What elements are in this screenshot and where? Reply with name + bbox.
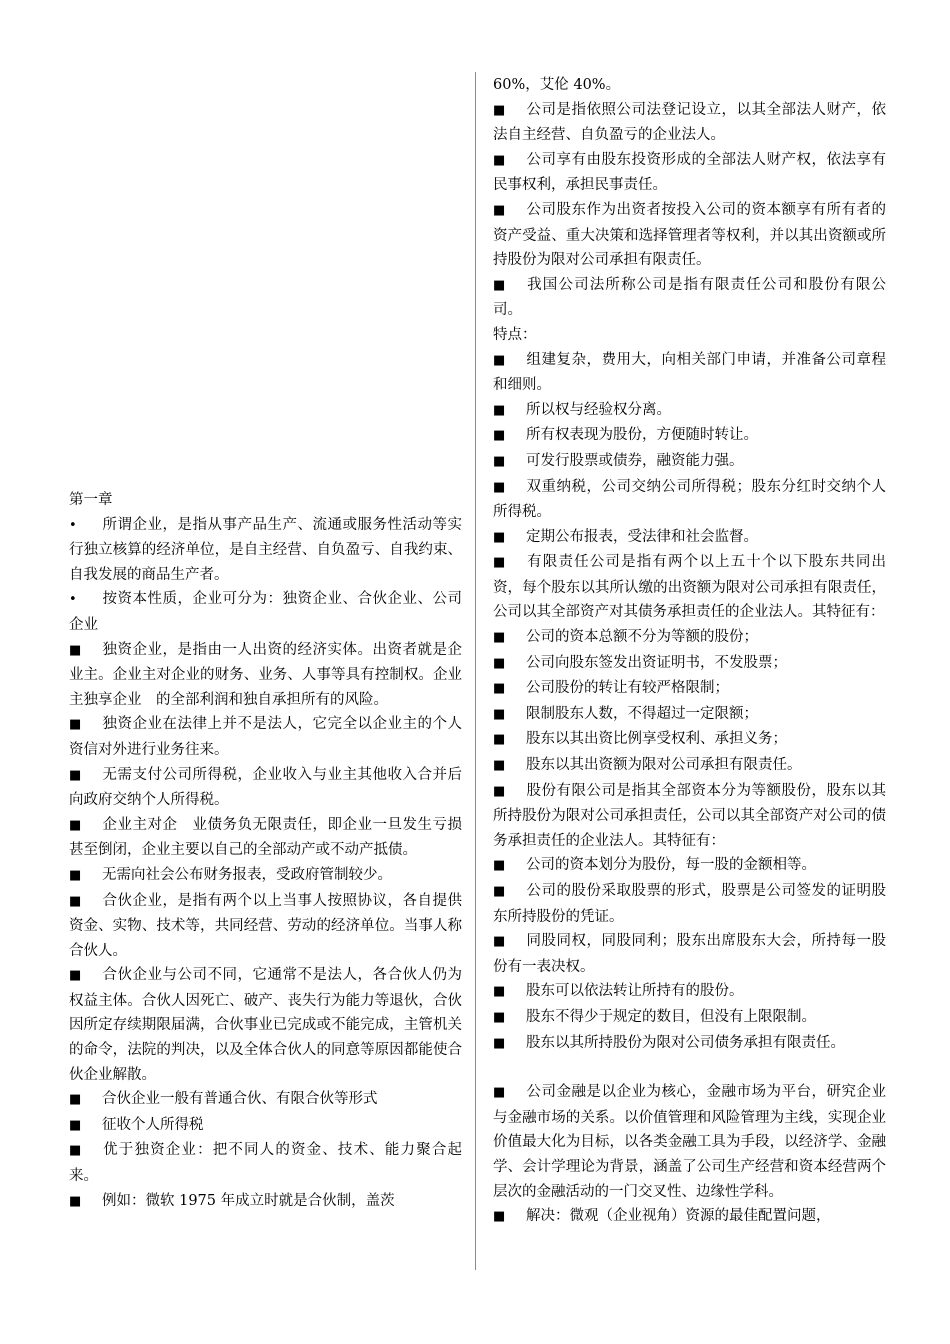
paragraph (493, 273, 886, 323)
square-bullet-icon: ■ (69, 817, 82, 833)
paragraph (493, 879, 886, 929)
square-bullet-icon: ■ (493, 884, 506, 899)
square-bullet-icon: ■ (493, 277, 506, 293)
square-bullet-icon: ■ (493, 655, 506, 671)
paragraph (493, 651, 886, 677)
paragraph (69, 1113, 462, 1139)
paragraph (493, 398, 886, 424)
square-bullet-icon: ■ (69, 893, 82, 909)
square-bullet-icon: ■ (493, 555, 506, 571)
paragraph (493, 475, 886, 525)
paragraph (493, 779, 886, 854)
paragraph-text: 所谓企业，是指从事产品生产、流通或服务性活动等实行独立核算的经济单位，是自主经营、自负盈亏、自我约束、自我发展的商品生产者。 (69, 516, 462, 583)
paragraph-text: 60%，艾伦 40%。 (493, 77, 621, 93)
paragraph (69, 763, 462, 813)
paragraph (69, 587, 462, 637)
square-bullet-icon: ■ (493, 202, 506, 218)
paragraph (69, 1087, 462, 1113)
paragraph-text: 特点： (493, 326, 537, 343)
paragraph-text: 公司股份的转让有较严格限制； (526, 680, 729, 697)
paragraph-text: 限制股东人数，不得超过一定限额； (526, 705, 758, 722)
paragraph-text: 股东以其出资比例享受权利、承担义务； (526, 731, 787, 748)
paragraph-text: 按资本性质，企业可分为：独资企业、合伙企业、公司企业 (69, 591, 462, 633)
paragraph-text: 公司向股东签发出资证明书，不发股票； (526, 654, 787, 671)
paragraph-text: 合伙企业，是指有两个以上当事人按照协议，各自提供资金、实物、技术等，共同经营、劳动的经济单位。当事人称合伙人。 (69, 892, 462, 959)
paragraph (69, 488, 462, 513)
square-bullet-icon: ■ (493, 1085, 506, 1101)
paragraph (493, 1031, 886, 1057)
paragraph (69, 1138, 462, 1188)
square-bullet-icon: ■ (69, 968, 82, 984)
bullet-dot-icon: • (69, 592, 77, 608)
paragraph (493, 727, 886, 753)
paragraph-text: 组建复杂，费用大，向相关部门申请，并准备公司章程和细则。 (493, 351, 886, 394)
blank-line (493, 1056, 886, 1080)
paragraph-text: 股份有限公司是指其全部资本分为等额股份，股东以其所持股份为限对公司承担责任，公司以其全部资产对公司的债务承担责任的企业法人。其特征有： (493, 782, 886, 849)
square-bullet-icon: ■ (493, 529, 506, 545)
square-bullet-icon: ■ (493, 706, 506, 722)
square-bullet-icon: ■ (493, 1035, 506, 1051)
square-bullet-icon: ■ (493, 1009, 506, 1025)
paragraph (493, 979, 886, 1005)
paragraph-text: 独资企业在法律上并不是法人，它完全以企业主的个人资信对外进行业务往来。 (69, 716, 462, 758)
paragraph-text: 公司享有由股东投资形成的全部法人财产权，依法享有民事权利，承担民事责任。 (493, 151, 886, 194)
paragraph (69, 1189, 462, 1215)
paragraph (493, 929, 886, 979)
paragraph (493, 423, 886, 449)
paragraph-text: 所有权表现为股份，方便随时转让。 (526, 427, 758, 444)
square-bullet-icon: ■ (69, 717, 82, 733)
square-bullet-icon: ■ (69, 767, 82, 783)
paragraph-text: 例如：微软 1975 年成立时就是合伙制，盖茨 (102, 1192, 395, 1209)
paragraph (493, 853, 886, 879)
square-bullet-icon: ■ (493, 732, 506, 748)
square-bullet-icon: ■ (69, 1193, 82, 1209)
square-bullet-icon: ■ (493, 681, 506, 697)
paragraph-text: 股东以其所持股份为限对公司债务承担有限责任。 (526, 1034, 845, 1051)
paragraph (493, 98, 886, 148)
paragraph (493, 73, 886, 98)
paragraph (493, 449, 886, 475)
paragraph (69, 513, 462, 588)
square-bullet-icon: ■ (493, 1209, 506, 1225)
paragraph (69, 963, 462, 1087)
paragraph-text: 可发行股票或债券，融资能力强。 (526, 452, 744, 469)
paragraph-text: 股东不得少于规定的数目，但没有上限限制。 (526, 1008, 816, 1025)
square-bullet-icon: ■ (493, 783, 506, 799)
square-bullet-icon: ■ (493, 479, 506, 495)
paragraph-text: 同股同权，同股同利；股东出席股东大会，所持每一股份有一表决权。 (493, 933, 886, 975)
paragraph (69, 863, 462, 889)
square-bullet-icon: ■ (493, 630, 506, 646)
paragraph-text: 公司的股份采取股票的形式，股票是公司签发的证明股东所持股份的凭证。 (493, 883, 886, 925)
square-bullet-icon: ■ (493, 152, 506, 168)
square-bullet-icon: ■ (69, 1117, 82, 1133)
paragraph-text: 定期公布报表，受法律和社会监督。 (526, 528, 758, 545)
paragraph (493, 148, 886, 198)
paragraph-text: 公司的资本划分为股份，每一股的金额相等。 (526, 857, 816, 874)
paragraph-text: 第一章 (69, 492, 113, 508)
paragraph-text: 无需支付公司所得税，企业收入与业主其他收入合并后向政府交纳个人所得税。 (69, 766, 462, 809)
square-bullet-icon: ■ (493, 984, 506, 1000)
paragraph (493, 676, 886, 702)
column-divider (475, 72, 476, 1270)
paragraph-text: 合伙企业与公司不同，它通常不是法人，各合伙人仍为权益主体。合伙人因死亡、破产、丧失行为能力等退伙，合伙因所定存续期限届满，合伙事业已完成或不能完成，主管机关的命令，法院的判决，以及全体合伙人的同意等原因都能使合伙企业解散。 (69, 967, 462, 1083)
right-column (493, 73, 886, 1230)
paragraph-text: 双重纳税，公司交纳公司所得税；股东分红时交纳个人所得税。 (493, 478, 886, 521)
square-bullet-icon: ■ (493, 858, 506, 874)
paragraph (493, 550, 886, 625)
paragraph-text: 独资企业，是指由一人出资的经济实体。出资者就是企业主。企业主对企业的财务、业务、人事等具有控制权。企业主独享企业 的全部利润和独自承担所有的风险。 (69, 641, 462, 708)
paragraph (493, 348, 886, 398)
square-bullet-icon: ■ (69, 642, 82, 658)
square-bullet-icon: ■ (69, 1092, 82, 1108)
paragraph-text: 公司是指依照公司法登记设立，以其全部法人财产，依法自主经营、自负盈亏的企业法人。 (493, 101, 886, 144)
left-column (69, 488, 462, 1214)
paragraph (493, 1005, 886, 1031)
paragraph-text: 股东可以依法转让所持有的股份。 (526, 983, 744, 1000)
paragraph (493, 753, 886, 779)
paragraph-text: 征收个人所得税 (102, 1116, 204, 1133)
paragraph (493, 1204, 886, 1230)
paragraph-text: 企业主对企 业债务负无限责任，即企业一旦发生亏损甚至倒闭，企业主要以自己的全部动产或不动产抵债。 (69, 816, 462, 859)
square-bullet-icon: ■ (493, 102, 506, 118)
paragraph-text: 公司的资本总额不分为等额的股份； (526, 629, 758, 646)
paragraph (493, 702, 886, 728)
paragraph-text: 所以权与经验权分离。 (526, 401, 671, 418)
square-bullet-icon: ■ (69, 1143, 82, 1159)
paragraph (493, 525, 886, 551)
paragraph-text: 公司股东作为出资者按投入公司的资本额享有所有者的资产受益、重大决策和选择管理者等权利，并以其出资额或所持股份为限对公司承担有限责任。 (493, 201, 886, 269)
paragraph-text: 我国公司法所称公司是指有限责任公司和股份有限公司。 (493, 276, 886, 319)
paragraph (493, 198, 886, 273)
paragraph-text: 解决：微观（企业视角）资源的最佳配置问题， (526, 1208, 831, 1225)
square-bullet-icon: ■ (493, 758, 506, 774)
paragraph (493, 323, 886, 348)
square-bullet-icon: ■ (69, 867, 82, 883)
paragraph (69, 712, 462, 762)
paragraph-text: 有限责任公司是指有两个以上五十个以下股东共同出资，每个股东以其所认缴的出资额为限对公司承担有限责任，公司以其全部资产对其债务承担责任的企业法人。其特征有： (493, 554, 886, 621)
square-bullet-icon: ■ (493, 428, 506, 444)
paragraph (69, 813, 462, 863)
bullet-dot-icon: • (69, 517, 77, 533)
paragraph-text: 合伙企业一般有普通合伙、有限合伙等形式 (102, 1091, 378, 1108)
paragraph-text: 优于独资企业：把不同人的资金、技术、能力聚合起来。 (69, 1142, 462, 1185)
paragraph-text: 股东以其出资额为限对公司承担有限责任。 (526, 757, 802, 774)
square-bullet-icon: ■ (493, 934, 506, 950)
paragraph (493, 1080, 886, 1204)
paragraph (69, 889, 462, 964)
square-bullet-icon: ■ (493, 352, 506, 368)
paragraph (493, 625, 886, 651)
paragraph (69, 638, 462, 713)
paragraph-text: 公司金融是以企业为核心，金融市场为平台，研究企业与金融市场的关系。以价值管理和风险管理为主线，实现企业价值最大化为目标，以各类金融工具为手段，以经济学、金融学、会计学理论为背景，涵盖了公司生产经营和资本经营两个层次的金融活动的一门交叉性、边缘性学科。 (493, 1084, 886, 1200)
paragraph-text: 无需向社会公布财务报表，受政府管制较少。 (102, 866, 392, 883)
square-bullet-icon: ■ (493, 453, 506, 469)
square-bullet-icon: ■ (493, 402, 506, 418)
